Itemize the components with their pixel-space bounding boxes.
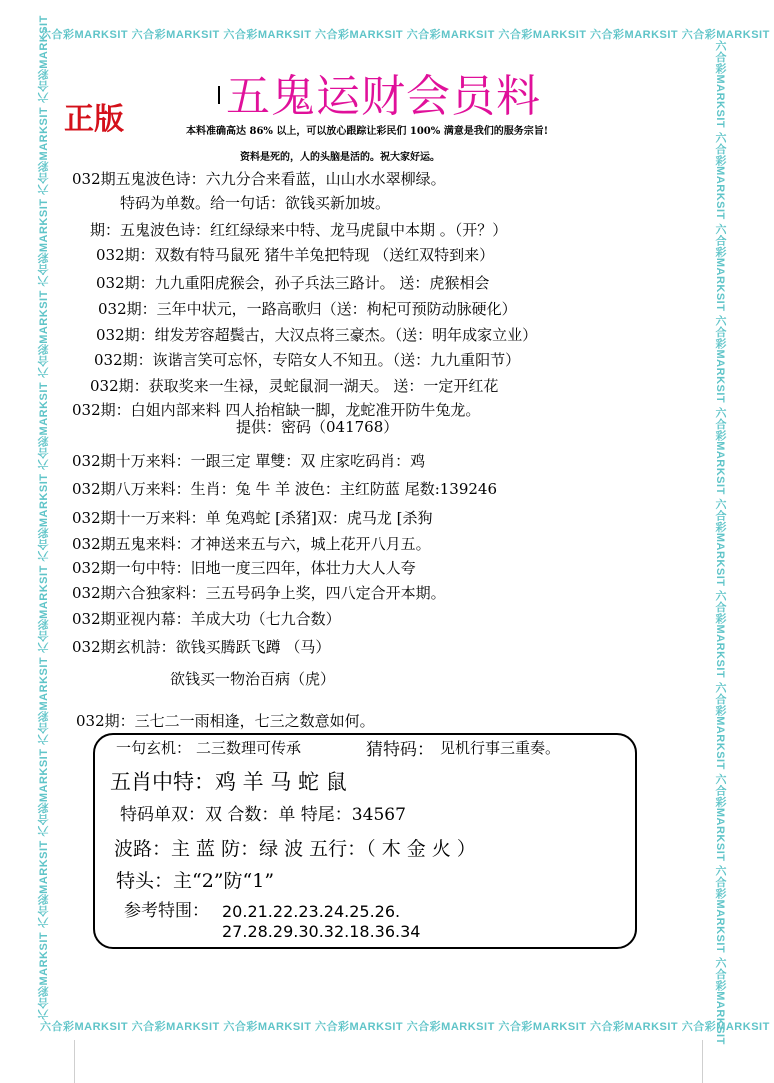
text-line: 032期十一万来料：单 兔鸡蛇 [杀猪]双：虎马龙 [杀狗 xyxy=(72,509,433,527)
text-line: 032期：白姐内部来料 四人抬棺缺一脚，龙蛇准开防牛兔龙。 xyxy=(72,401,481,419)
authentic-badge: 正版 xyxy=(64,102,124,137)
text-line: 032期：双数有特马鼠死 猪牛羊兔把特现 （送红双特到来） xyxy=(96,246,495,264)
reference-row-2: 27.28.29.30.32.18.36.34 xyxy=(222,922,421,941)
odd-even: 特码单双：双 合数：单 特尾：34567 xyxy=(120,805,406,825)
text-line: 特码为单数。给一句话：欲钱买新加坡。 xyxy=(120,194,391,212)
text-line: 032期：绀发芳容超鬓古，大汉点将三豪杰。（送：明年成家立业） xyxy=(96,326,538,344)
page-title: 五鬼运财会员料 xyxy=(226,71,541,122)
text-line: 032期一句中特：旧地一度三四年，体壮力大人人夸 xyxy=(72,559,416,577)
watermark-right: 六合彩MARKSIT 六合彩MARKSIT 六合彩MARKSIT 六合彩MARKSIT 六合彩MARKSIT 六合彩MARKSIT 六合彩MARKSIT 六合彩MARKSIT 六合彩MARKSIT 六合彩MARKSIT 六合彩MARKSIT xyxy=(714,40,726,1045)
text-line: 032期：三七二一雨相逢，七三之数意如何。 xyxy=(76,712,375,730)
special-head: 特头：主“2”防“1” xyxy=(116,870,275,892)
watermark-bottom: 六合彩MARKSIT 六合彩MARKSIT 六合彩MARKSIT 六合彩MARKSIT 六合彩MARKSIT 六合彩MARKSIT 六合彩MARKSIT 六合彩MARKSIT xyxy=(40,1021,770,1033)
xuanji-label: 一句玄机： xyxy=(116,739,192,757)
text-line: 032期：诙谐言笑可忘怀，专陪女人不知丑。（送：九九重阳节） xyxy=(94,351,521,369)
watermark-left: 六合彩MARKSIT 六合彩MARKSIT 六合彩MARKSIT 六合彩MARKSIT 六合彩MARKSIT 六合彩MARKSIT 六合彩MARKSIT 六合彩MARKSIT 六合彩MARKSIT 六合彩MARKSIT 六合彩MARKSIT xyxy=(38,15,50,1020)
text-line: 032期：三年中状元，一路高歌归（送：枸杞可预防动脉硬化） xyxy=(98,300,517,318)
reference-row-1: 20.21.22.23.24.25.26. xyxy=(222,902,401,921)
text-line: 032期亚视内幕：羊成大功（七九合数） xyxy=(72,610,341,628)
text-line: 032期：获取奖来一生禄，灵蛇鼠洞一湖天。 送：一定开红花 xyxy=(90,377,499,395)
text-line: 032期玄机詩：欲钱买腾跃飞蹲 （马） xyxy=(72,638,331,656)
text-line: 032期八万来料：生肖：兔 牛 羊 波色：主红防蓝 尾数:139246 xyxy=(72,480,498,498)
text-line: 032期六合独家料：三五号码争上奖，四八定合开本期。 xyxy=(72,584,446,602)
page-edge-left xyxy=(74,1040,75,1083)
guess-value: 见机行事三重奏。 xyxy=(440,739,561,757)
watermark-top: 六合彩MARKSIT 六合彩MARKSIT 六合彩MARKSIT 六合彩MARKSIT 六合彩MARKSIT 六合彩MARKSIT 六合彩MARKSIT 六合彩MARKSIT xyxy=(40,29,770,41)
text-line: 032期：九九重阳虎猴会，孙子兵法三路计。 送：虎猴相会 xyxy=(96,274,490,292)
text-line: 032期五鬼来料：才神送来五与六，城上花开八月五。 xyxy=(72,535,431,553)
subtitle-accuracy: 本料准确高达 86% 以上，可以放心跟踪让彩民们 100% 满意是我们的服务宗旨! xyxy=(186,126,549,137)
text-line: 032期十万来料：一跟三定 單雙：双 庄家吃码肖：鸡 xyxy=(72,452,426,470)
five-zodiac: 五肖中特：鸡 羊 马 蛇 鼠 xyxy=(110,770,347,794)
text-line: 欲钱买一物治百病（虎） xyxy=(170,670,336,688)
reference-label: 参考特围： xyxy=(124,901,209,921)
xuanji-value: 二三数理可传承 xyxy=(196,739,302,757)
text-line: 期：五鬼波色诗：红红绿绿来中特、龙马虎鼠中本期 。（开？） xyxy=(90,221,508,239)
text-line: 提供：密码（041768） xyxy=(236,418,399,436)
title-marker xyxy=(218,86,220,104)
wave-route: 波路：主 蓝 防：绿 波 五行：（ 木 金 火 ） xyxy=(114,838,476,860)
guess-label: 猜特码： xyxy=(366,740,434,760)
subtitle-wish: 资料是死的，人的头脑是活的。祝大家好运。 xyxy=(240,152,440,163)
page-edge-right xyxy=(702,1040,703,1083)
text-line: 032期五鬼波色诗：六九分合来看蓝，山山水水翠柳绿。 xyxy=(72,170,446,188)
